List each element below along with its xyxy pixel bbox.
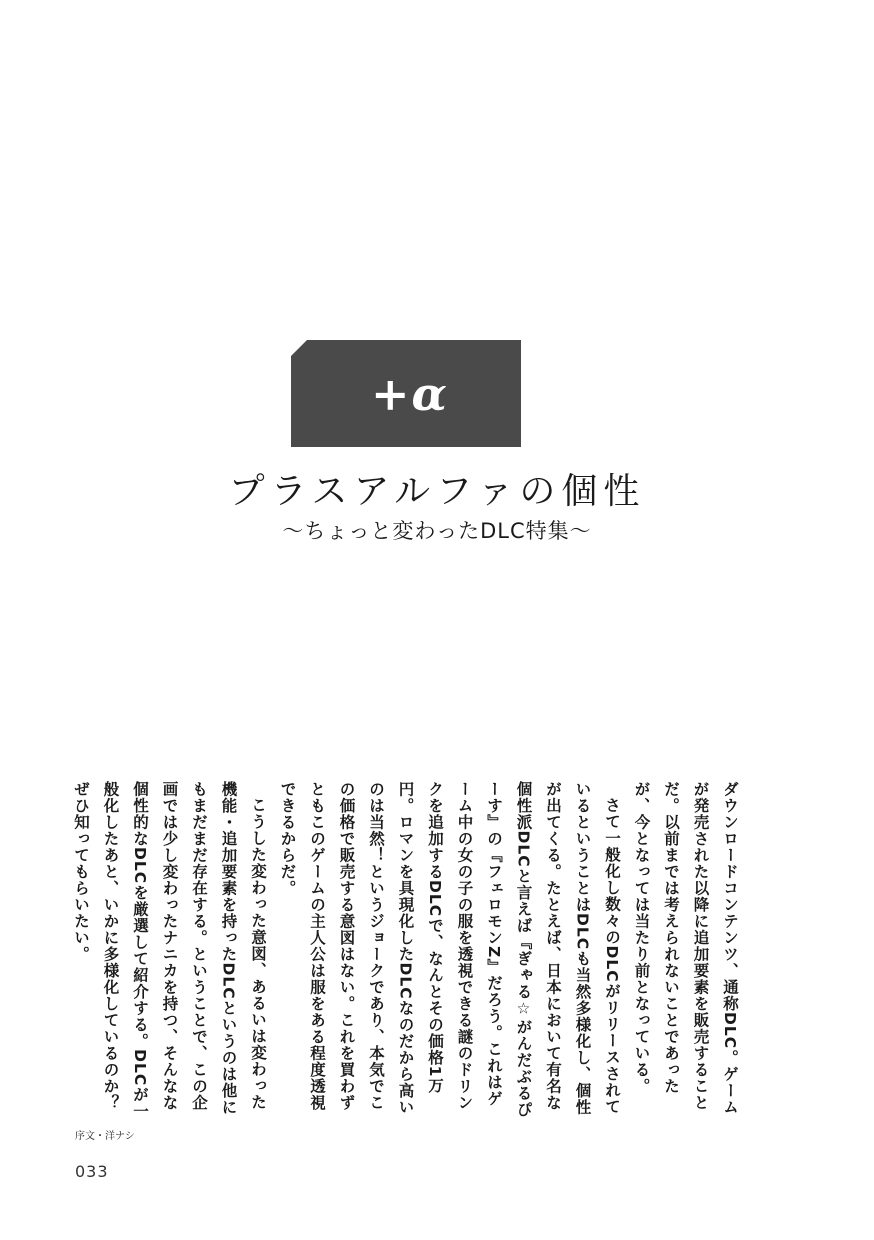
body-paragraph-3: こうした変わった意図、あるいは変わった機能・追加要素を持ったDLCというのは他にもまだまだ存在する。ということで、この企画では少し変わったナニカを持つ、そんなな個性的なDLCを厳選して紹介する。DLCが一般化したあと、いかに多様化しているのか？ぜひ知ってもらいたい。 (72, 781, 267, 1120)
plus-alpha-symbol: +α (371, 366, 449, 421)
vertical-body-text (66, 781, 745, 1123)
byline: 序文・洋ナシ (75, 1131, 135, 1142)
page-subtitle: 〜ちょっと変わったDLC特集〜 (282, 519, 592, 543)
page-number: 033 (75, 1162, 109, 1181)
body-paragraph-1: ダウンロードコンテンツ、通称DLC。ゲームが発売された以降に追加要素を販売することだ。以前までは考えられないことであったが、今となっては当たり前となっている。 (632, 781, 739, 1116)
page-title: プラスアルファの個性 (228, 471, 646, 512)
body-paragraph-2: さて一般化し数々のDLCがリリースされているということはDLCも当然多様化し、個性が出てくる。たとえば、日本において有名な個性派DLCと言えば『ぎゃる☆がんだぶるぴーす』の『フェロモンZ』だろう。これはゲーム中の女の子の服を透視できる謎のドリンクを追加するDLCで、なんとその価格1万円。ロマンを具現化したDLCなのだから高いのは当然！というジョークであり、本気でこの価格で販売する意図はない。これを買わずともこのゲームの主人公は服をある程度透視できるからだ。 (278, 781, 621, 1118)
